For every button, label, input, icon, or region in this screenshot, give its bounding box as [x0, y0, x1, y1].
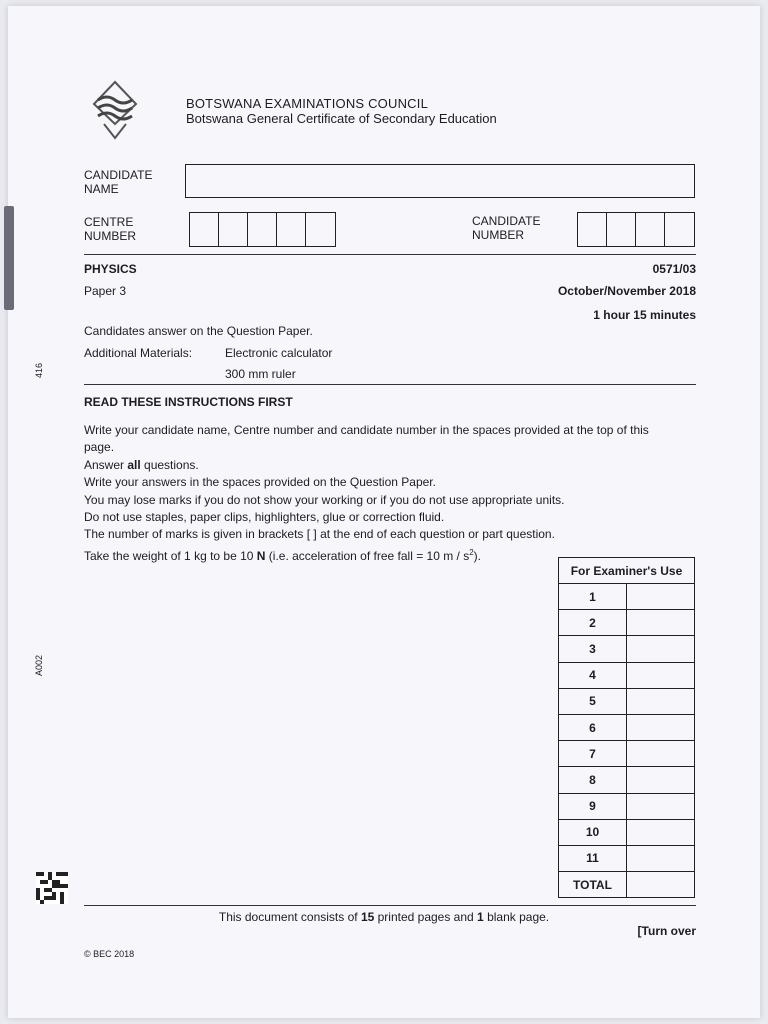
mark-cell[interactable] [627, 793, 695, 819]
centre-number-field[interactable] [189, 212, 336, 247]
total-label: TOTAL [559, 872, 627, 898]
examiner-table-row [559, 741, 695, 767]
question-number: 6 [559, 714, 627, 740]
certificate-name: Botswana General Certificate of Secondary Education [186, 111, 497, 126]
mark-cell[interactable] [627, 688, 695, 714]
divider [84, 905, 696, 906]
exam-duration: 1 hour 15 minutes [593, 308, 696, 322]
question-number: 11 [559, 845, 627, 871]
examiner-use-table [558, 557, 695, 898]
examiner-table-row [559, 662, 695, 688]
examiner-table-row [559, 714, 695, 740]
exam-session: October/November 2018 [557, 284, 696, 298]
barcode-icon [36, 872, 68, 904]
turn-over-note: [Turn over [637, 924, 696, 938]
question-number: 5 [559, 688, 627, 714]
answer-on-note: Candidates answer on the Question Paper. [84, 324, 313, 338]
instruction-line: Write your answers in the spaces provided on the Question Paper. [84, 475, 436, 490]
divider [84, 254, 696, 255]
examiner-table-heading: For Examiner's Use [559, 558, 695, 584]
additional-materials-label: Additional Materials: [84, 346, 193, 360]
margin-code: 416 [34, 362, 44, 378]
instruction-line: Take the weight of 1 kg to be 10 N (i.e. acceleration of free fall = 10 m / $s^2$). [84, 547, 482, 563]
page-count-note: This document consists of 15 printed pages and 1 blank page. [218, 910, 550, 924]
question-number: 8 [559, 767, 627, 793]
candidate-number-field[interactable] [577, 212, 695, 247]
paper-number: Paper 3 [84, 284, 127, 298]
examiner-table-row [559, 845, 695, 871]
material-item: 300 mm ruler [225, 367, 296, 381]
mark-cell[interactable] [627, 714, 695, 740]
material-item: Electronic calculator [225, 346, 333, 360]
divider [84, 384, 696, 385]
examiner-table-row [559, 688, 695, 714]
examiner-table-row [559, 793, 695, 819]
instructions-body [84, 422, 674, 565]
mark-cell[interactable] [627, 636, 695, 662]
mark-cell[interactable] [627, 767, 695, 793]
centre-number-label: CENTRE NUMBER [84, 215, 137, 243]
question-number: 10 [559, 819, 627, 845]
question-number: 1 [559, 584, 627, 610]
question-number: 7 [559, 741, 627, 767]
question-number: 4 [559, 662, 627, 688]
total-mark-cell[interactable] [627, 872, 695, 898]
mark-cell[interactable] [627, 819, 695, 845]
examiner-table-row [559, 610, 695, 636]
mark-cell[interactable] [627, 662, 695, 688]
instructions-heading: READ THESE INSTRUCTIONS FIRST [84, 395, 293, 409]
instruction-line: Write your candidate name, Centre number and candidate number in the spaces provided at the top of this page. [84, 423, 649, 455]
binder-tab [4, 206, 14, 310]
council-name: BOTSWANA EXAMINATIONS COUNCIL [186, 96, 428, 111]
mark-cell[interactable] [627, 845, 695, 871]
instruction-line: Answer all questions. [84, 457, 199, 472]
examiner-table-row [559, 767, 695, 793]
paper-code: 0571/03 [652, 262, 696, 276]
question-number: 9 [559, 793, 627, 819]
mark-cell[interactable] [627, 741, 695, 767]
instruction-line: The number of marks is given in brackets [ ] at the end of each question or part question. [84, 527, 555, 542]
subject: PHYSICS [84, 262, 137, 276]
candidate-name-field[interactable] [185, 164, 695, 198]
mark-cell[interactable] [627, 610, 695, 636]
question-number: 3 [559, 636, 627, 662]
instruction-line: You may lose marks if you do not show your working or if you do not use appropriate units. [84, 492, 565, 507]
examiner-table-row [559, 636, 695, 662]
candidate-name-label: CANDIDATE NAME [84, 168, 153, 196]
margin-code: A002 [34, 654, 44, 676]
question-number: 2 [559, 610, 627, 636]
examiner-table-row [559, 584, 695, 610]
instruction-line: Do not use staples, paper clips, highlighters, glue or correction fluid. [84, 510, 445, 525]
examiner-total-row [559, 872, 695, 898]
copyright: © BEC 2018 [84, 949, 135, 959]
candidate-number-label: CANDIDATE NUMBER [472, 214, 541, 242]
bec-logo-icon [92, 80, 138, 142]
mark-cell[interactable] [627, 584, 695, 610]
examiner-table-row [559, 819, 695, 845]
